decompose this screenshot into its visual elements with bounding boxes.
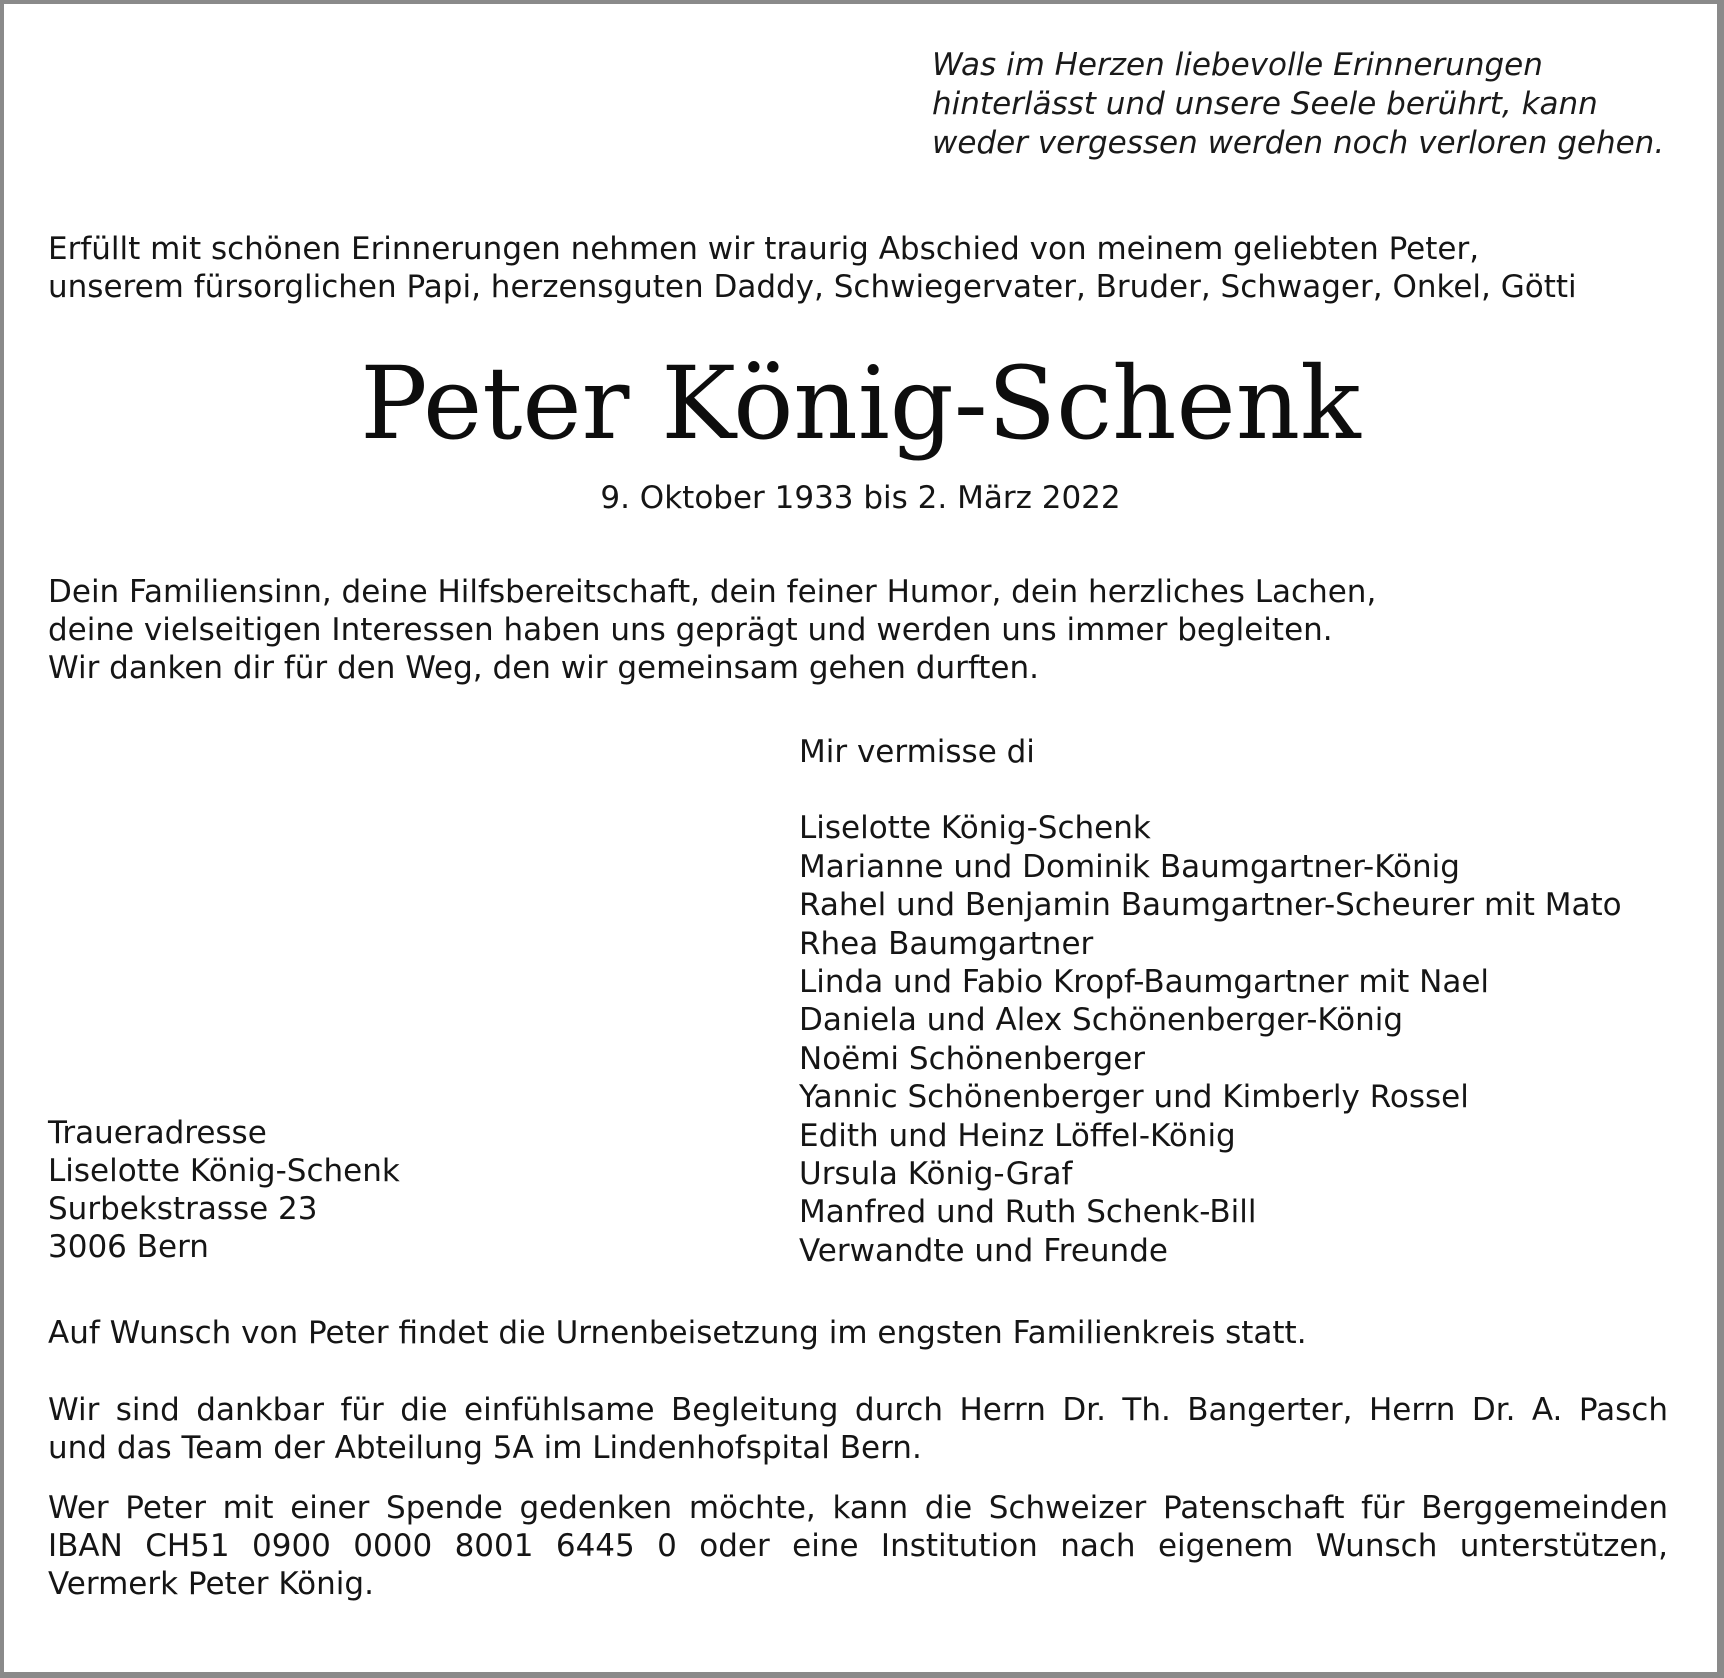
intro-line: Erfüllt mit schönen Erinnerungen nehmen wir traurig Abschied von meinem geliebten Peter,	[48, 231, 1480, 267]
donation-paragraph	[48, 1489, 1668, 1603]
intro-paragraph	[48, 230, 1577, 306]
deceased-name: Peter König-Schenk	[360, 345, 1361, 462]
quote-line: Was im Herzen liebevolle Erinnerungen	[932, 47, 1543, 83]
mourner-name: Yannic Schönenberger und Kimberly Rossel	[799, 1079, 1469, 1116]
mourner-name: Daniela und Alex Schönenberger-König	[799, 1002, 1404, 1039]
thanks-line: Wir sind dankbar für die einfühlsame Begleitung durch Herrn Dr. Th. Bangerter, Herrn Dr. A. Pasch	[48, 1392, 1668, 1428]
intro-line: unserem fürsorglichen Papi, herzensguten Daddy, Schwiegervater, Bruder, Schwager, Onkel, Götti	[48, 269, 1577, 305]
spacer	[799, 771, 1622, 809]
tribute-paragraph	[48, 573, 1376, 687]
funeral-notice	[48, 1314, 1307, 1352]
mourner-name: Liselotte König-Schenk	[799, 810, 1151, 847]
address-name: Liselotte König-Schenk	[48, 1153, 400, 1189]
tribute-line: Dein Familiensinn, deine Hilfsbereitschaft, dein feiner Humor, dein herzliches Lachen,	[48, 574, 1377, 610]
quote-line: hinterlässt und unsere Seele berührt, kann	[932, 86, 1598, 122]
funeral-text: Auf Wunsch von Peter findet die Urnenbeisetzung im engsten Familienkreis statt.	[48, 1315, 1307, 1351]
memorial-quote	[932, 46, 1672, 163]
thanks-paragraph	[48, 1391, 1668, 1467]
mourner-name: Rhea Baumgartner	[799, 925, 1094, 962]
quote-line: weder vergessen werden noch verloren gehen.	[932, 125, 1665, 161]
mourner-name: Manfred und Ruth Schenk-Bill	[799, 1194, 1257, 1231]
address-street: Surbekstrasse 23	[48, 1191, 318, 1227]
thanks-line: und das Team der Abteilung 5A im Lindenhofspital Bern.	[48, 1430, 922, 1466]
address-city: 3006 Bern	[48, 1229, 209, 1265]
tribute-line: deine vielseitigen Interessen haben uns geprägt und werden uns immer begleiten.	[48, 612, 1333, 648]
mourners-list	[799, 733, 1622, 1270]
mourners-heading: Mir vermisse di	[799, 734, 1035, 770]
address-title: Traueradresse	[48, 1115, 267, 1151]
life-dates: 9. Oktober 1933 bis 2. März 2022	[600, 480, 1121, 516]
mourner-name: Rahel und Benjamin Baumgartner-Scheurer mit Mato	[799, 887, 1622, 924]
mourner-name: Edith und Heinz Löffel-König	[799, 1117, 1236, 1154]
mourner-name: Linda und Fabio Kropf-Baumgartner mit Nael	[799, 964, 1490, 1001]
mourner-name: Ursula König-Graf	[799, 1156, 1073, 1193]
donation-line: Wer Peter mit einer Spende gedenken möchte, kann die Schweizer Patenschaft für Berggemeinden	[48, 1490, 1668, 1526]
donation-line: Vermerk Peter König.	[48, 1566, 374, 1602]
mourning-address	[48, 1114, 400, 1266]
tribute-line: Wir danken dir für den Weg, den wir gemeinsam gehen durften.	[48, 650, 1039, 686]
mourner-name: Marianne und Dominik Baumgartner-König	[799, 848, 1460, 885]
donation-line: IBAN CH51 0900 0000 8001 6445 0 oder eine Institution nach eigenem Wunsch unterstützen,	[48, 1528, 1668, 1564]
obituary-page	[4, 4, 1717, 1672]
mourner-name: Verwandte und Freunde	[799, 1232, 1168, 1269]
mourner-name: Noëmi Schönenberger	[799, 1040, 1146, 1077]
